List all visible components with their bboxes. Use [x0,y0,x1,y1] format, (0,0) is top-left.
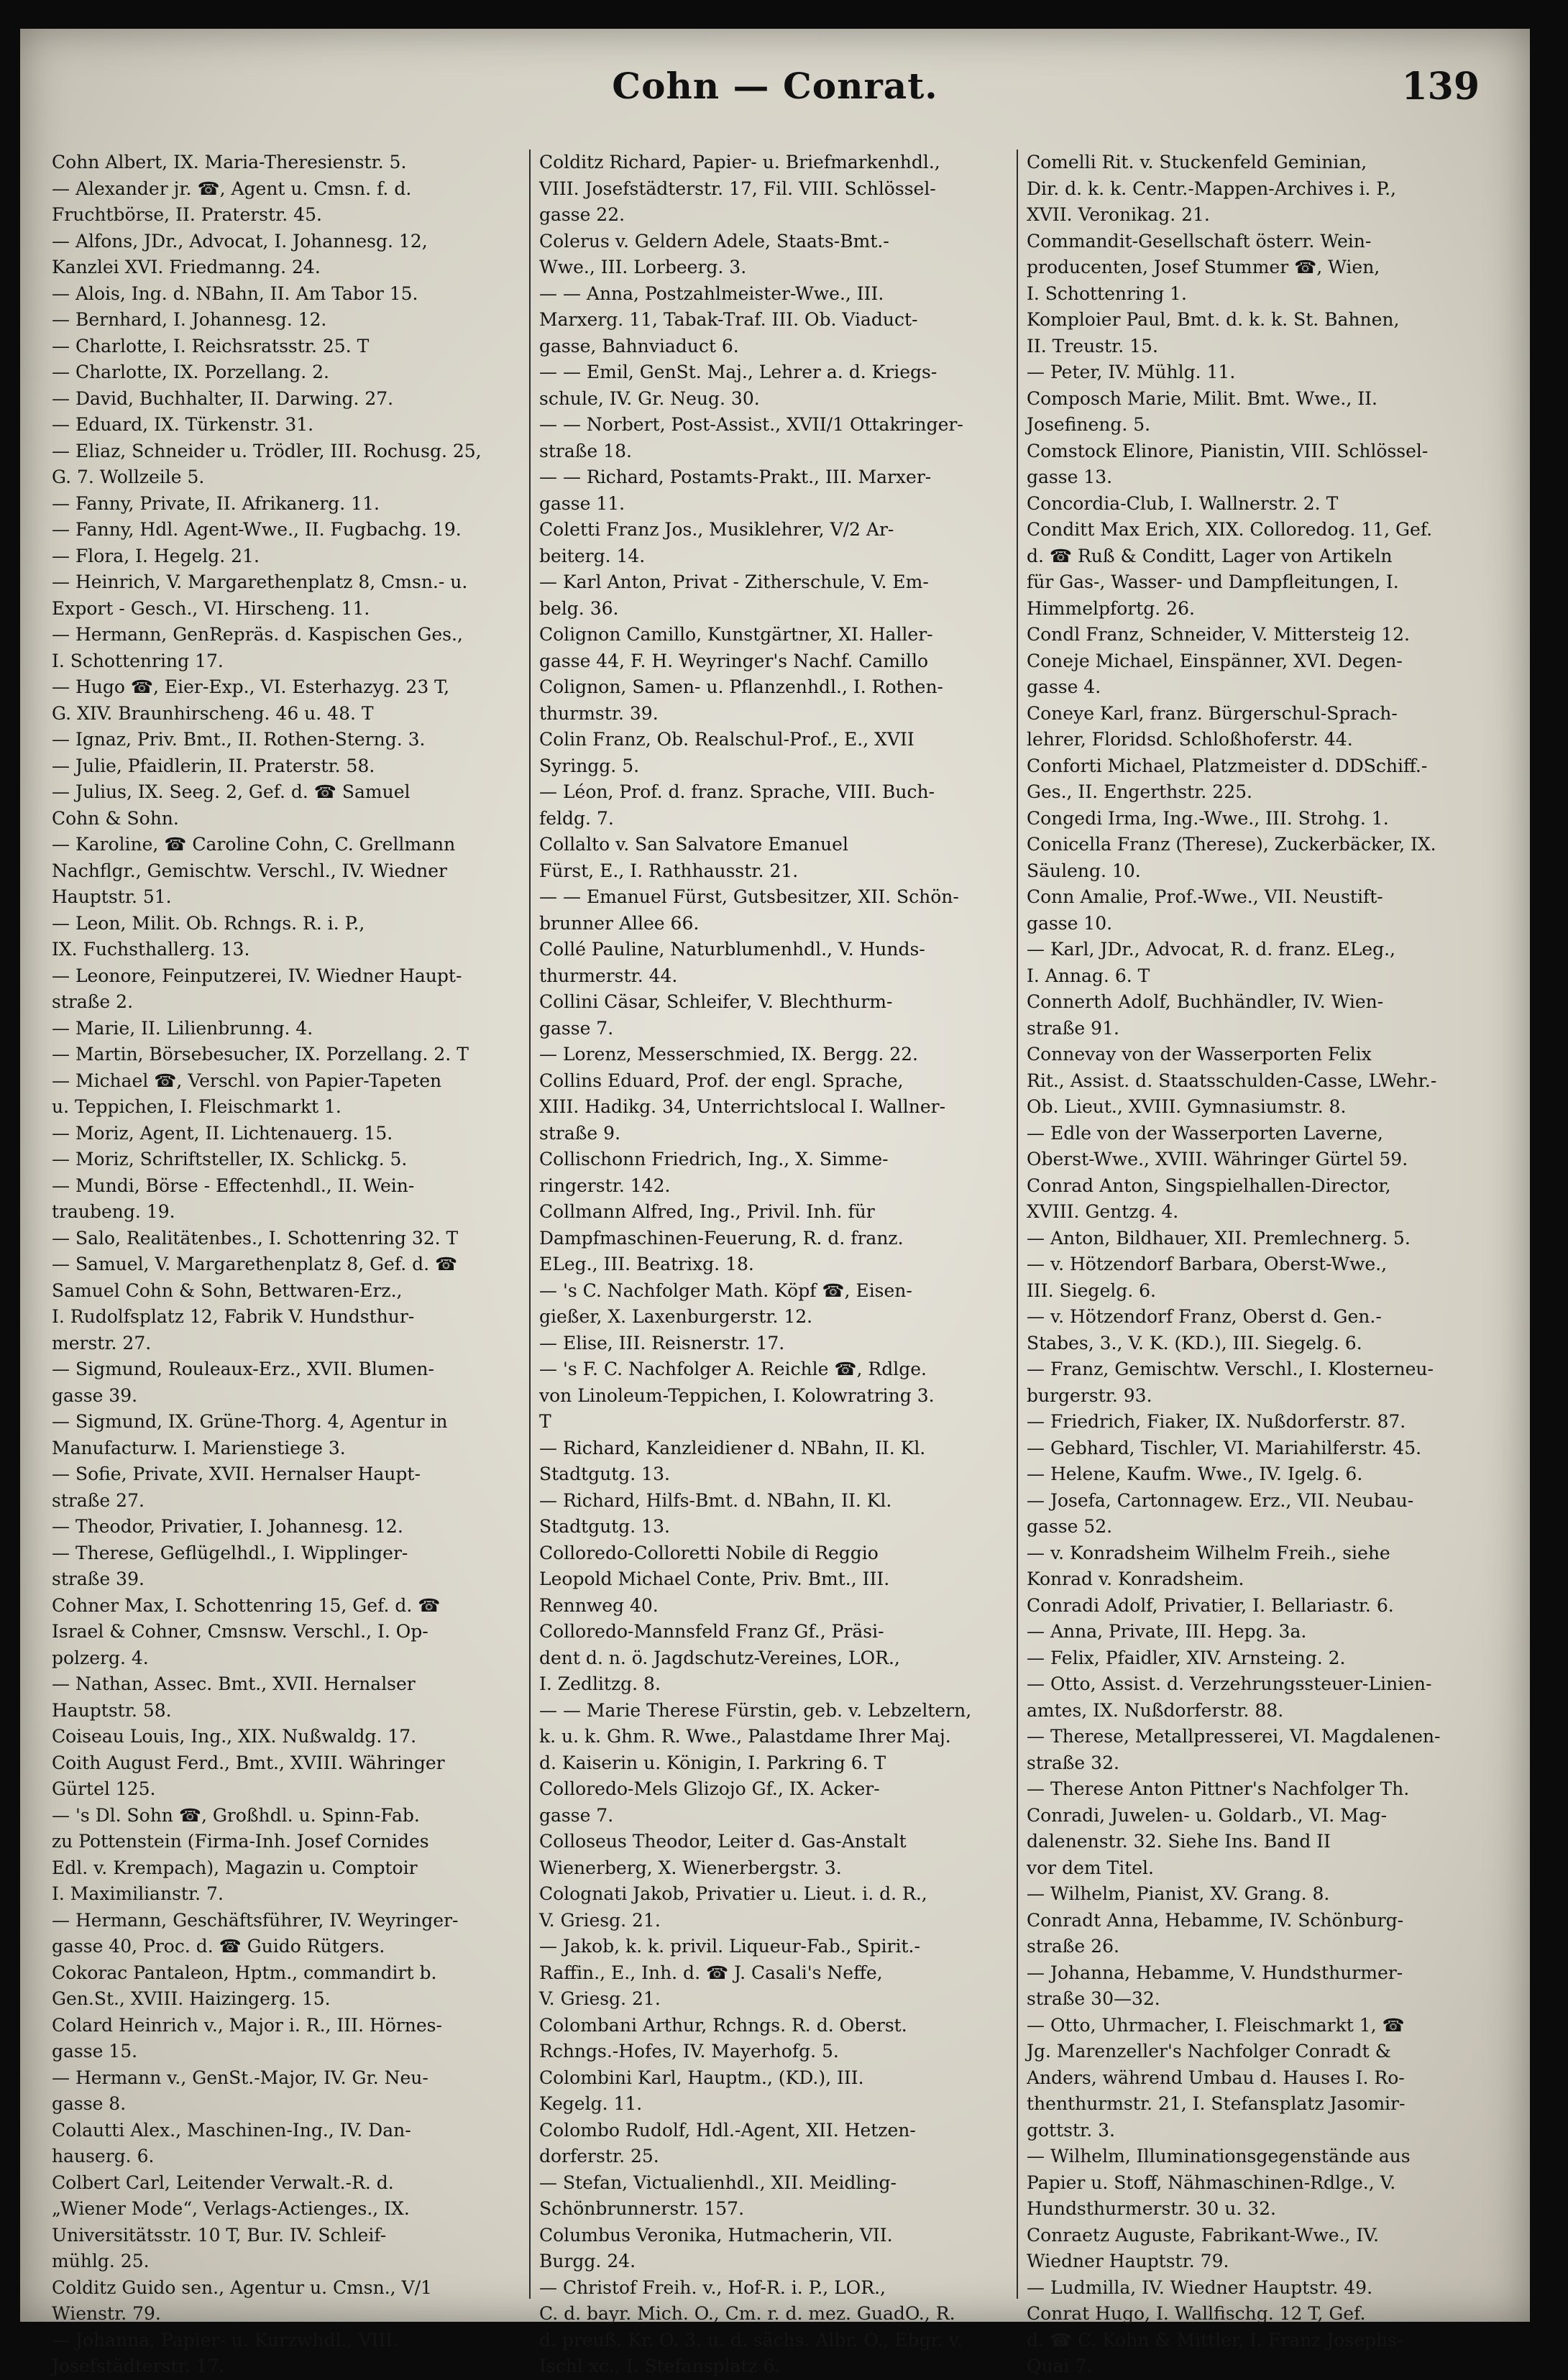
directory-line: Hauptstr. 58. [52,1699,172,1721]
directory-line: Cohn & Sohn. [52,807,179,829]
directory-line: — Flora, I. Hegelg. 21. [52,545,260,566]
directory-line: Export - Gesch., VI. Hirscheng. 11. [52,597,370,619]
directory-line: Commandit-Gesellschaft österr. Wein- [1027,230,1372,252]
directory-line: straße 39. [52,1568,145,1589]
directory-line: brunner Allee 66. [539,912,700,934]
directory-line: — — Emanuel Fürst, Gutsbesitzer, XII. Schön- [539,886,959,907]
directory-line: — 's F. C. Nachfolger A. Reichle ☎, Rdlge. [539,1359,927,1379]
directory-line: lehrer, Floridsd. Schloßhoferstr. 44. [1027,729,1353,750]
directory-line: V. Griesg. 21. [539,1909,661,1931]
directory-line: — Hermann v., GenSt.-Major, IV. Gr. Neu- [52,2067,428,2088]
directory-line: I. Schottenring 1. [1027,282,1187,304]
directory-line: — Bernhard, I. Johannesg. 12. [52,309,327,330]
directory-line: Colerus v. Geldern Adele, Staats-Bmt.- [539,230,889,252]
directory-line: mühlg. 25. [52,2251,150,2271]
directory-line: straße 30—32. [1027,1988,1160,2009]
directory-line: Edl. v. Krempach), Magazin u. Comptoir [52,1857,418,1878]
directory-line: Cohn Albert, IX. Maria-Theresienstr. 5. [52,152,407,173]
directory-line: Conrat Hugo, I. Wallfischg. 12 T, Gef. [1027,2303,1366,2324]
directory-line: straße 27. [52,1489,145,1511]
directory-line: straße 32. [1027,1752,1119,1773]
directory-line: — — Richard, Postamts-Prakt., III. Marxer- [539,467,932,487]
directory-line: d. preuß. Kr. O. 3. u. d. sächs. Albr. O., Ebgr. v. [539,2329,963,2351]
directory-line: Syringg. 5. [539,755,640,776]
directory-line: — Sigmund, IX. Grüne-Thorg. 4, Agentur in [52,1411,448,1432]
page-number: 139 [1401,65,1480,109]
directory-line: gasse 15. [52,2041,138,2062]
directory-line: Marxerg. 11, Tabak-Traf. III. Ob. Viaduct- [539,309,918,330]
directory-line: Manufacturw. I. Marienstiege 3. [52,1437,346,1458]
directory-line: ELeg., III. Beatrixg. 18. [539,1254,754,1274]
directory-line: — Sigmund, Rouleaux-Erz., XVII. Blumen- [52,1359,434,1379]
column-divider [1017,150,1018,2299]
directory-line: Stadtgutg. 13. [539,1464,670,1484]
directory-line: V. Griesg. 21. [539,1988,661,2009]
directory-line: belg. 36. [539,597,619,619]
directory-line: Komploier Paul, Bmt. d. k. k. St. Bahnen, [1027,309,1400,330]
directory-line: gasse 40, Proc. d. ☎ Guido Rütgers. [52,1936,385,1957]
directory-line: Josefstädterstr. 17. [52,2356,225,2376]
directory-line: — Christof Freih. v., Hof-R. i. P., LOR., [539,2276,886,2298]
directory-line: Collmann Alfred, Ing., Privil. Inh. für [539,1201,875,1222]
directory-line: Colditz Richard, Papier- u. Briefmarkenhdl., [539,152,940,173]
directory-line: gasse 10. [1027,912,1113,934]
directory-line: T [539,1411,551,1432]
directory-line: — Eliaz, Schneider u. Trödler, III. Rochusg. 25, [52,440,482,461]
directory-line: Anders, während Umbau d. Hauses I. Ro- [1027,2067,1405,2088]
directory-line: II. Treustr. 15. [1027,335,1158,357]
directory-line: — Jakob, k. k. privil. Liqueur-Fab., Spirit.- [539,1936,920,1957]
directory-line: d. Kaiserin u. Königin, I. Parkring 6. T [539,1752,886,1773]
directory-line: Fruchtbörse, II. Praterstr. 45. [52,204,322,225]
directory-line: Rchngs.-Hofes, IV. Mayerhofg. 5. [539,2041,839,2062]
directory-line: I. Rudolfsplatz 12, Fabrik V. Hundsthur- [52,1306,415,1327]
directory-line: Colognati Jakob, Privatier u. Lieut. i. d. R., [539,1883,927,1904]
directory-line: XVIII. Gentzg. 4. [1027,1201,1179,1222]
directory-line: G. XIV. Braunhirscheng. 46 u. 48. T [52,702,374,724]
directory-line: — 's C. Nachfolger Math. Köpf ☎, Eisen- [539,1279,912,1301]
directory-line: Conraetz Auguste, Fabrikant-Wwe., IV. [1027,2224,1379,2246]
directory-line: schule, IV. Gr. Neug. 30. [539,387,760,409]
directory-line: Nachflgr., Gemischtw. Verschl., IV. Wiedner [52,860,447,881]
directory-line: burgerstr. 93. [1027,1384,1152,1406]
directory-line: „Wiener Mode“, Verlags-Actienges., IX. [52,2198,410,2219]
directory-line: Colbert Carl, Leitender Verwalt.-R. d. [52,2172,394,2193]
directory-line: Coneje Michael, Einspänner, XVI. Degen- [1027,650,1403,671]
column-divider [529,150,531,2299]
directory-line: — Sofie, Private, XVII. Hernalser Haupt- [52,1464,421,1484]
directory-line: gottstr. 3. [1027,2119,1115,2141]
directory-line: — Ludmilla, IV. Wiedner Hauptstr. 49. [1027,2276,1373,2298]
directory-line: — v. Hötzendorf Barbara, Oberst-Wwe., [1027,1254,1388,1274]
directory-line: — Friedrich, Fiaker, IX. Nußdorferstr. 87. [1027,1411,1406,1432]
directory-line: — Marie, II. Lilienbrunng. 4. [52,1017,313,1039]
directory-line: — Otto, Assist. d. Verzehrungssteuer-Linien- [1027,1673,1432,1694]
directory-line: — Wilhelm, Illuminationsgegenstände aus [1027,2146,1411,2167]
directory-line: — Helene, Kaufm. Wwe., IV. Igelg. 6. [1027,1464,1363,1484]
directory-line: Israel & Cohner, Cmsnsw. Verschl., I. Op- [52,1621,428,1642]
directory-line: — David, Buchhalter, II. Darwing. 27. [52,387,394,409]
page-header [20,65,1530,129]
directory-line: — v. Hötzendorf Franz, Oberst d. Gen.- [1027,1306,1382,1327]
directory-line: — Edle von der Wasserporten Laverne, [1027,1122,1383,1144]
directory-line: — Moriz, Schriftsteller, IX. Schlickg. 5. [52,1149,408,1170]
directory-line: — Heinrich, V. Margarethenplatz 8, Cmsn.- u. [52,571,468,592]
directory-line: Coneye Karl, franz. Bürgerschul-Sprach- [1027,702,1398,724]
directory-line: — Karoline, ☎ Caroline Cohn, C. Grellmann [52,834,456,855]
directory-line: — Alfons, JDr., Advocat, I. Johannesg. 12, [52,230,428,252]
directory-line: — Stefan, Victualienhdl., XII. Meidling- [539,2172,897,2193]
directory-line: beiterg. 14. [539,545,646,566]
directory-line: Conrad Anton, Singspielhallen-Director, [1027,1175,1391,1196]
directory-line: Ob. Lieut., XVIII. Gymnasiumstr. 8. [1027,1096,1347,1117]
directory-line: — Gebhard, Tischler, VI. Mariahilferstr. 45. [1027,1437,1422,1458]
directory-line: Collé Pauline, Naturblumenhdl., V. Hunds- [539,939,925,960]
directory-line: gasse 13. [1027,467,1113,487]
directory-line: — Fanny, Hdl. Agent-Wwe., II. Fugbachg. 19. [52,519,462,540]
directory-line: Raffin., E., Inh. d. ☎ J. Casali's Neffe, [539,1962,883,1983]
directory-line: Kanzlei XVI. Friedmanng. 24. [52,257,321,277]
directory-line: gasse 39. [52,1384,138,1406]
directory-line: von Linoleum-Teppichen, I. Kolowratring 3. [539,1384,935,1406]
directory-line: Conradt Anna, Hebamme, IV. Schönburg- [1027,1909,1404,1931]
directory-line: Coith August Ferd., Bmt., XVIII. Währinger [52,1752,445,1773]
directory-line: XIII. Hadikg. 34, Unterrichtslocal I. Wallner- [539,1096,946,1117]
directory-line: Congedi Irma, Ing.-Wwe., III. Strohg. 1. [1027,807,1389,829]
directory-line: Cohner Max, I. Schottenring 15, Gef. d. ☎ [52,1594,441,1616]
directory-line: dalenenstr. 32. Siehe Ins. Band II [1027,1831,1331,1852]
directory-line: straße 9. [539,1122,621,1144]
directory-line: Leopold Michael Conte, Priv. Bmt., III. [539,1568,890,1589]
directory-line: Collini Cäsar, Schleifer, V. Blechthurm- [539,991,893,1012]
directory-line: — — Emil, GenSt. Maj., Lehrer a. d. Kriegs- [539,362,937,382]
directory-line: Wiedner Hauptstr. 79. [1027,2251,1229,2271]
directory-line: dent d. n. ö. Jagdschutz-Vereines, LOR., [539,1647,900,1668]
directory-line: Colombini Karl, Hauptm., (KD.), III. [539,2067,864,2088]
directory-line: Colombo Rudolf, Hdl.-Agent, XII. Hetzen- [539,2119,916,2141]
directory-line: Stadtgutg. 13. [539,1516,670,1537]
directory-line: Colloredo-Colloretti Nobile di Reggio [539,1542,879,1563]
directory-line: thurmerstr. 44. [539,965,678,986]
directory-line: — — Anna, Postzahlmeister-Wwe., III. [539,282,884,304]
directory-line: gasse 22. [539,204,625,225]
directory-line: vor dem Titel. [1027,1857,1154,1878]
directory-line: — Léon, Prof. d. franz. Sprache, VIII. Buch- [539,781,935,802]
directory-line: — Elise, III. Reisnerstr. 17. [539,1332,785,1354]
directory-line: — 's Dl. Sohn ☎, Großhdl. u. Spinn-Fab. [52,1804,420,1826]
directory-line: — Eduard, IX. Türkenstr. 31. [52,414,314,435]
directory-line: straße 91. [1027,1017,1119,1039]
directory-line: Ischl xc., I. Stefansplatz 6. [539,2356,781,2376]
directory-line: I. Annag. 6. T [1027,965,1150,986]
directory-line: Colloredo-Mels Glizojo Gf., IX. Acker- [539,1778,880,1799]
directory-line: Conradi, Juwelen- u. Goldarb., VI. Mag- [1027,1804,1388,1826]
directory-line: Colautti Alex., Maschinen-Ing., IV. Dan- [52,2119,411,2141]
column-2 [539,150,999,2376]
directory-line: Quai 7. [1027,2356,1093,2376]
directory-line: hauserg. 6. [52,2146,155,2167]
directory-columns [52,150,1516,2376]
directory-line: d. ☎ C. Kohn & Mittler, I. Franz Josephs- [1027,2329,1403,2351]
directory-line: Samuel Cohn & Sohn, Bettwaren-Erz., [52,1279,403,1301]
directory-line: Wwe., III. Lorbeerg. 3. [539,257,747,277]
directory-line: — Leon, Milit. Ob. Rchngs. R. i. P., [52,912,365,934]
directory-line: producenten, Josef Stummer ☎, Wien, [1027,257,1380,277]
directory-line: Colin Franz, Ob. Realschul-Prof., E., XVII [539,729,914,750]
directory-line: gießer, X. Laxenburgerstr. 12. [539,1306,813,1327]
directory-line: straße 26. [1027,1936,1119,1957]
column-1 [52,150,512,2376]
directory-line: — Salo, Realitätenbes., I. Schottenring 32. T [52,1227,459,1249]
directory-line: Colignon, Samen- u. Pflanzenhdl., I. Rothen- [539,676,943,697]
directory-line: polzerg. 4. [52,1647,149,1668]
directory-line: — Franz, Gemischtw. Verschl., I. Klosterneu- [1027,1359,1434,1379]
directory-line: Connerth Adolf, Buchhändler, IV. Wien- [1027,991,1384,1012]
directory-line: zu Pottenstein (Firma-Inh. Josef Cornides [52,1831,429,1852]
directory-line: — Alexander jr. ☎, Agent u. Cmsn. f. d. [52,178,412,199]
directory-page [20,29,1530,2376]
directory-line: straße 18. [539,440,632,461]
directory-line: — Peter, IV. Mühlg. 11. [1027,362,1236,382]
directory-line: — Nathan, Assec. Bmt., XVII. Hernalser [52,1673,416,1694]
directory-line: Fürst, E., I. Rathhausstr. 21. [539,860,799,881]
directory-line: — Otto, Uhrmacher, I. Fleischmarkt 1, ☎ [1027,2014,1405,2036]
directory-line: thurmstr. 39. [539,702,659,724]
directory-line: — Ignaz, Priv. Bmt., II. Rothen-Sterng. 3. [52,729,426,750]
directory-line: feldg. 7. [539,807,614,829]
directory-line: Conicella Franz (Therese), Zuckerbäcker, IX. [1027,834,1436,855]
directory-line: — Therese, Geflügelhdl., I. Wipplinger- [52,1542,408,1563]
directory-line: thenthurmstr. 21, I. Stefansplatz Jasomir- [1027,2093,1406,2114]
directory-line: Kegelg. 11. [539,2093,643,2114]
directory-line: Papier u. Stoff, Nähmaschinen-Rdlge., V. [1027,2172,1396,2193]
directory-line: Columbus Veronika, Hutmacherin, VII. [539,2224,893,2246]
directory-line: Conradi Adolf, Privatier, I. Bellariastr. 6. [1027,1594,1394,1616]
directory-line: Comelli Rit. v. Stuckenfeld Geminian, [1027,152,1367,173]
directory-line: Rennweg 40. [539,1594,659,1616]
directory-line: Gürtel 125. [52,1778,156,1799]
directory-line: III. Siegelg. 6. [1027,1279,1156,1301]
directory-line: IX. Fuchsthallerg. 13. [52,939,250,960]
directory-line: — Charlotte, IX. Porzellang. 2. [52,362,329,382]
directory-line: Stabes, 3., V. K. (KD.), III. Siegelg. 6. [1027,1332,1362,1354]
directory-line: — Richard, Hilfs-Bmt. d. NBahn, II. Kl. [539,1489,892,1511]
directory-line: — Leonore, Feinputzerei, IV. Wiedner Haupt- [52,965,462,986]
directory-line: — Hugo ☎, Eier-Exp., VI. Esterhazyg. 23 T, [52,676,450,697]
directory-line: G. 7. Wollzeile 5. [52,467,205,487]
directory-line: — Wilhelm, Pianist, XV. Grang. 8. [1027,1883,1330,1904]
directory-line: Colloseus Theodor, Leiter d. Gas-Anstalt [539,1831,907,1852]
directory-line: — Moriz, Agent, II. Lichtenauerg. 15. [52,1122,393,1144]
directory-line: — Johanna, Papier- u. Kurzwhdl., VIII. [52,2329,399,2351]
directory-line: — Hermann, Geschäftsführer, IV. Weyringer- [52,1909,459,1931]
directory-line: — Mundi, Börse - Effectenhdl., II. Wein- [52,1175,415,1196]
directory-line: I. Zedlitzg. 8. [539,1673,661,1694]
directory-line: — Martin, Börsebesucher, IX. Porzellang. 2. T [52,1044,469,1065]
directory-line: Coiseau Louis, Ing., XIX. Nußwaldg. 17. [52,1726,417,1747]
directory-line: Condl Franz, Schneider, V. Mittersteig 12. [1027,624,1410,645]
directory-line: Conditt Max Erich, XIX. Colloredog. 11, Gef. [1027,519,1433,540]
directory-line: Burgg. 24. [539,2251,636,2271]
directory-line: — Karl, JDr., Advocat, R. d. franz. ELeg., [1027,939,1395,960]
directory-line: Colignon Camillo, Kunstgärtner, XI. Haller- [539,624,933,645]
directory-line: amtes, IX. Nußdorferstr. 88. [1027,1699,1284,1721]
directory-line: C. d. bayr. Mich. O., Cm. r. d. mez. GuadO., R. [539,2303,955,2324]
directory-line: Universitätsstr. 10 T, Bur. IV. Schleif- [52,2224,387,2246]
directory-line: Dampfmaschinen-Feuerung, R. d. franz. [539,1227,904,1249]
directory-line: gasse 44, F. H. Weyringer's Nachf. Camillo [539,650,928,671]
directory-line: — Samuel, V. Margarethenplatz 8, Gef. d. ☎ [52,1254,458,1274]
directory-line: — Michael ☎, Verschl. von Papier-Tapeten [52,1070,442,1091]
directory-line: Konrad v. Konradsheim. [1027,1568,1244,1589]
directory-line: Colloredo-Mannsfeld Franz Gf., Präsi- [539,1621,884,1642]
directory-line: Hauptstr. 51. [52,886,172,907]
directory-line: gasse, Bahnviaduct 6. [539,335,739,357]
directory-line: — Julie, Pfaidlerin, II. Praterstr. 58. [52,755,375,776]
running-title: Cohn — Conrat. [612,65,938,107]
directory-line: gasse 4. [1027,676,1101,697]
directory-line: Coletti Franz Jos., Musiklehrer, V/2 Ar- [539,519,894,540]
directory-line: — Lorenz, Messerschmied, IX. Bergg. 22. [539,1044,918,1065]
directory-line: Gen.St., XVIII. Haizingerg. 15. [52,1988,331,2009]
directory-line: I. Schottenring 17. [52,650,224,671]
directory-line: gasse 11. [539,492,625,514]
directory-line: Säuleng. 10. [1027,860,1141,881]
directory-line: Hundsthurmerstr. 30 u. 32. [1027,2198,1276,2219]
directory-line: — Therese Anton Pittner's Nachfolger Th. [1027,1778,1410,1799]
directory-line: Collins Eduard, Prof. der engl. Sprache, [539,1070,904,1091]
directory-line: ringerstr. 142. [539,1175,671,1196]
directory-line: gasse 7. [539,1804,614,1826]
directory-line: — — Norbert, Post-Assist., XVII/1 Ottakringer- [539,414,963,435]
directory-line: I. Maximilianstr. 7. [52,1883,224,1904]
directory-line: dorferstr. 25. [539,2146,659,2167]
directory-line: Connevay von der Wasserporten Felix [1027,1044,1372,1065]
directory-line: Josefineng. 5. [1027,414,1151,435]
directory-line: Schönbrunnerstr. 157. [539,2198,745,2219]
directory-line: Wienstr. 79. [52,2303,161,2324]
directory-line: Colombani Arthur, Rchngs. R. d. Oberst. [539,2014,907,2036]
directory-line: Conn Amalie, Prof.-Wwe., VII. Neustift- [1027,886,1383,907]
column-3 [1027,150,1510,2376]
directory-line: Concordia-Club, I. Wallnerstr. 2. T [1027,492,1339,514]
directory-line: — Charlotte, I. Reichsratsstr. 25. T [52,335,370,357]
directory-line: Jg. Marenzeller's Nachfolger Conradt & [1027,2041,1391,2062]
directory-line: Himmelpfortg. 26. [1027,597,1195,619]
directory-line: gasse 7. [539,1017,614,1039]
directory-line: Composch Marie, Milit. Bmt. Wwe., II. [1027,387,1377,409]
directory-line: u. Teppichen, I. Fleischmarkt 1. [52,1096,341,1117]
directory-line: — Anton, Bildhauer, XII. Premlechnerg. 5. [1027,1227,1411,1249]
directory-line: k. u. k. Ghm. R. Wwe., Palastdame Ihrer Maj. [539,1726,951,1747]
directory-line: Wienerberg, X. Wienerbergstr. 3. [539,1857,842,1878]
directory-line: — Karl Anton, Privat - Zitherschule, V. Em- [539,571,929,592]
directory-line: gasse 8. [52,2093,127,2114]
directory-line: traubeng. 19. [52,1201,175,1222]
directory-line: straße 2. [52,991,134,1012]
directory-line: Dir. d. k. k. Centr.-Mappen-Archives i. P., [1027,178,1396,199]
directory-line: Cokorac Pantaleon, Hptm., commandirt b. [52,1962,437,1983]
directory-line: — Theodor, Privatier, I. Johannesg. 12. [52,1516,403,1537]
directory-line: merstr. 27. [52,1332,152,1354]
directory-line: VIII. Josefstädterstr. 17, Fil. VIII. Schlössel- [539,178,936,199]
directory-line: — Therese, Metallpresserei, VI. Magdalenen- [1027,1726,1441,1747]
directory-line: — Anna, Private, III. Hepg. 3a. [1027,1621,1307,1642]
directory-line: XVII. Veronikag. 21. [1027,204,1210,225]
directory-line: für Gas-, Wasser- und Dampfleitungen, I. [1027,571,1399,592]
directory-line: — Felix, Pfaidler, XIV. Arnsteing. 2. [1027,1647,1346,1668]
directory-line: — Hermann, GenRepräs. d. Kaspischen Ges., [52,624,463,645]
directory-line: Collalto v. San Salvatore Emanuel [539,834,848,855]
directory-line: Collischonn Friedrich, Ing., X. Simme- [539,1149,889,1170]
directory-line: — Julius, IX. Seeg. 2, Gef. d. ☎ Samuel [52,781,411,802]
directory-line: Colard Heinrich v., Major i. R., III. Hörnes- [52,2014,442,2036]
directory-line: Rit., Assist. d. Staatsschulden-Casse, LWehr.- [1027,1070,1437,1091]
directory-line: d. ☎ Ruß & Conditt, Lager von Artikeln [1027,545,1393,566]
directory-line: Conforti Michael, Platzmeister d. DDSchiff.- [1027,755,1428,776]
directory-line: — Fanny, Private, II. Afrikanerg. 11. [52,492,380,514]
directory-line: Colditz Guido sen., Agentur u. Cmsn., V/1 [52,2276,432,2298]
directory-line: gasse 52. [1027,1516,1113,1537]
directory-line: Ges., II. Engerthstr. 225. [1027,781,1252,802]
directory-line: — Josefa, Cartonnagew. Erz., VII. Neubau- [1027,1489,1414,1511]
directory-line: Comstock Elinore, Pianistin, VIII. Schlössel- [1027,440,1429,461]
directory-line: Oberst-Wwe., XVIII. Währinger Gürtel 59. [1027,1149,1408,1170]
directory-line: — Richard, Kanzleidiener d. NBahn, II. Kl. [539,1437,926,1458]
directory-line: — Johanna, Hebamme, V. Hundsthurmer- [1027,1962,1403,1983]
directory-line: — — Marie Therese Fürstin, geb. v. Lebzeltern, [539,1699,972,1721]
directory-line: — Alois, Ing. d. NBahn, II. Am Tabor 15. [52,282,418,304]
directory-line: — v. Konradsheim Wilhelm Freih., siehe [1027,1542,1390,1563]
